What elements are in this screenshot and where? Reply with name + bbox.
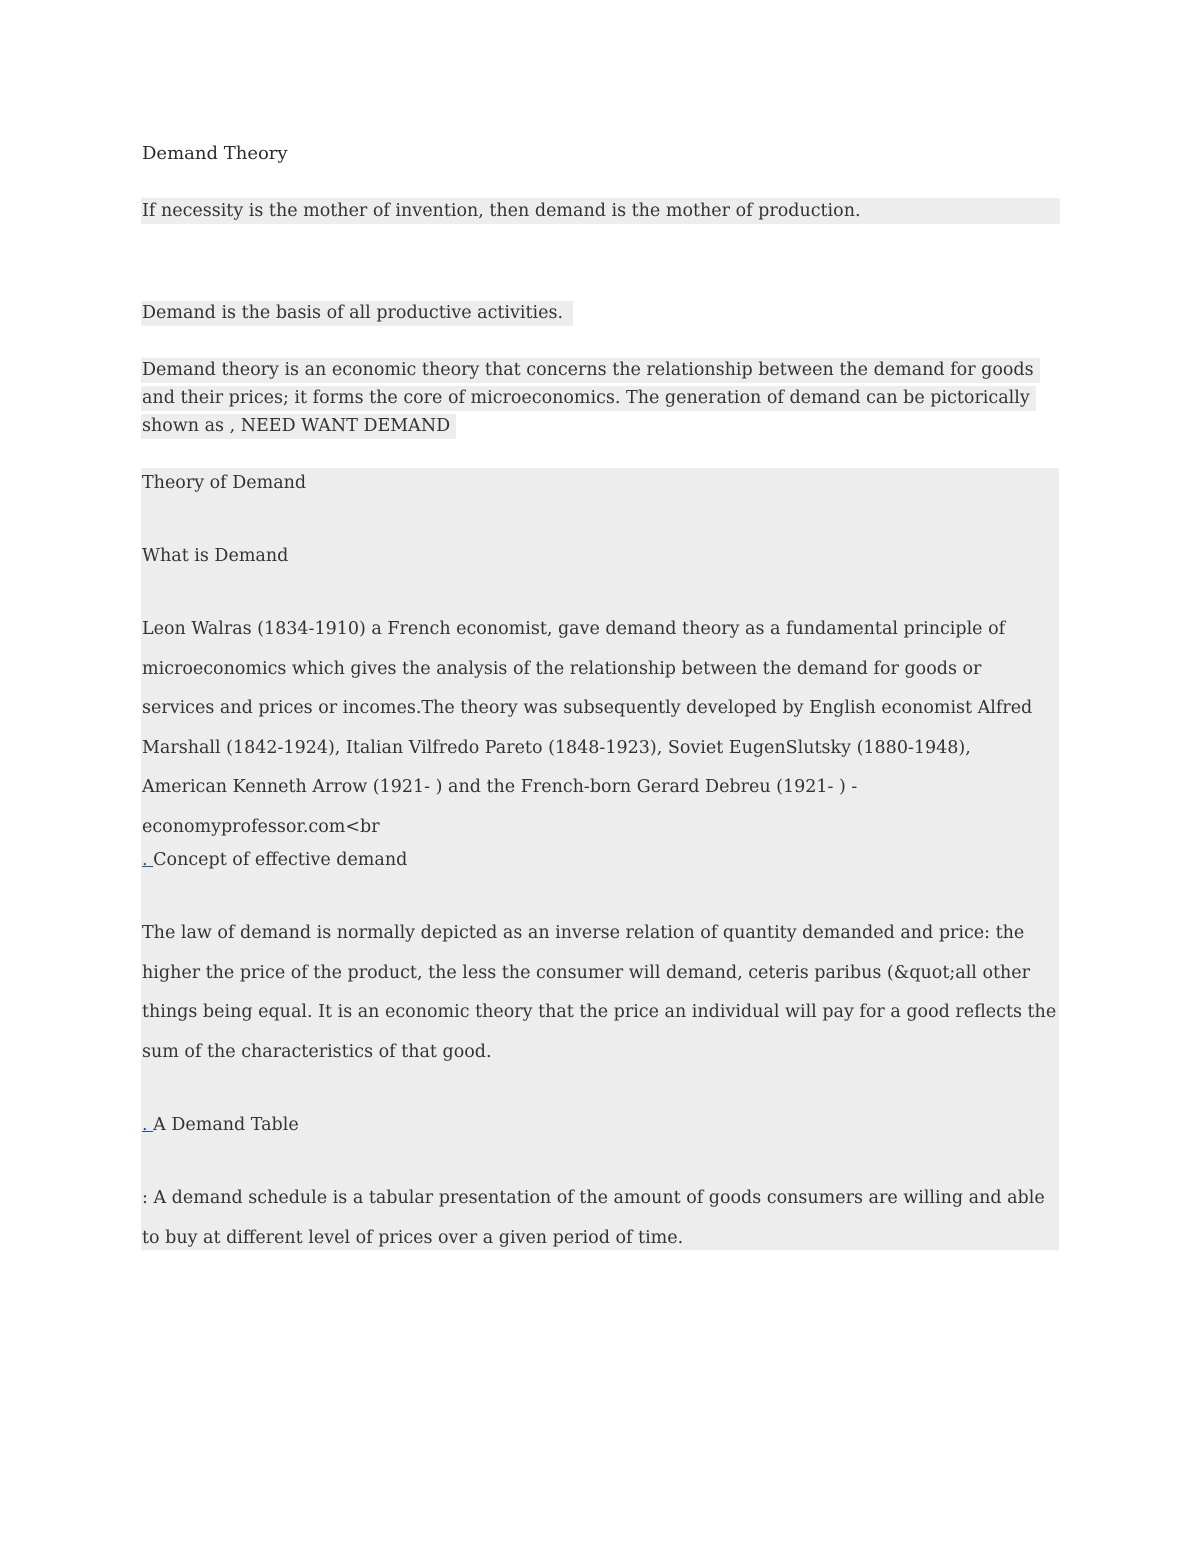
walras-paragraph	[142, 610, 1057, 847]
intro-paragraph	[141, 356, 1046, 440]
effective-demand-heading-text: Concept of effective demand	[153, 850, 408, 870]
intro-text: Demand theory is an economic theory that concerns the relationship between the demand for goods and their prices; it forms the core of microeconomics. The generation of demand can be pictorically shown as , NEED WANT DEMAND	[141, 358, 1040, 439]
demand-table-link-marker[interactable]: .	[142, 1115, 154, 1135]
demand-table-heading	[142, 1112, 299, 1138]
walras-text: Leon Walras (1834-1910) a French economist, gave demand theory as a fundamental principle of microeconomics which gives the analysis of the relationship between the demand for goods or services and prices or incomes.The theory was subsequently developed by English economist Alfred Marshall (1842-1924), Italian Vilfredo Pareto (1848-1923), Soviet EugenSlutsky (1880-1948), American Kenneth Arrow (1921- ) and the French-born Gerard Debreu (1921- ) -economyprofessor.com<br	[142, 619, 1033, 837]
basis-text: Demand is the basis of all productive activities.	[141, 301, 573, 326]
section-heading: Theory of Demand	[142, 473, 307, 493]
document-title: Demand Theory	[142, 143, 288, 164]
law-of-demand-paragraph: The law of demand is normally depicted as an inverse relation of quantity demanded and price: the higher the price of the product, the less the consumer will demand, ceteris paribus (&quot;all other things being equal. It is an economic theory that the price an individual will pay for a good reflects the sum of the characteristics of that good.	[142, 923, 1057, 1062]
demand-schedule-paragraph: : A demand schedule is a tabular presentation of the amount of goods consumers are willing and able to buy at different level of prices over a given period of time.	[142, 1188, 1045, 1248]
quote-paragraph: If necessity is the mother of invention, then demand is the mother of production.	[141, 198, 1060, 224]
effective-demand-heading	[142, 847, 407, 873]
basis-paragraph	[141, 300, 573, 326]
effective-demand-link-marker[interactable]: .	[142, 850, 154, 870]
theory-section	[141, 468, 1059, 1250]
demand-table-heading-text: A Demand Table	[153, 1115, 299, 1135]
section-subheading: What is Demand	[142, 546, 289, 566]
